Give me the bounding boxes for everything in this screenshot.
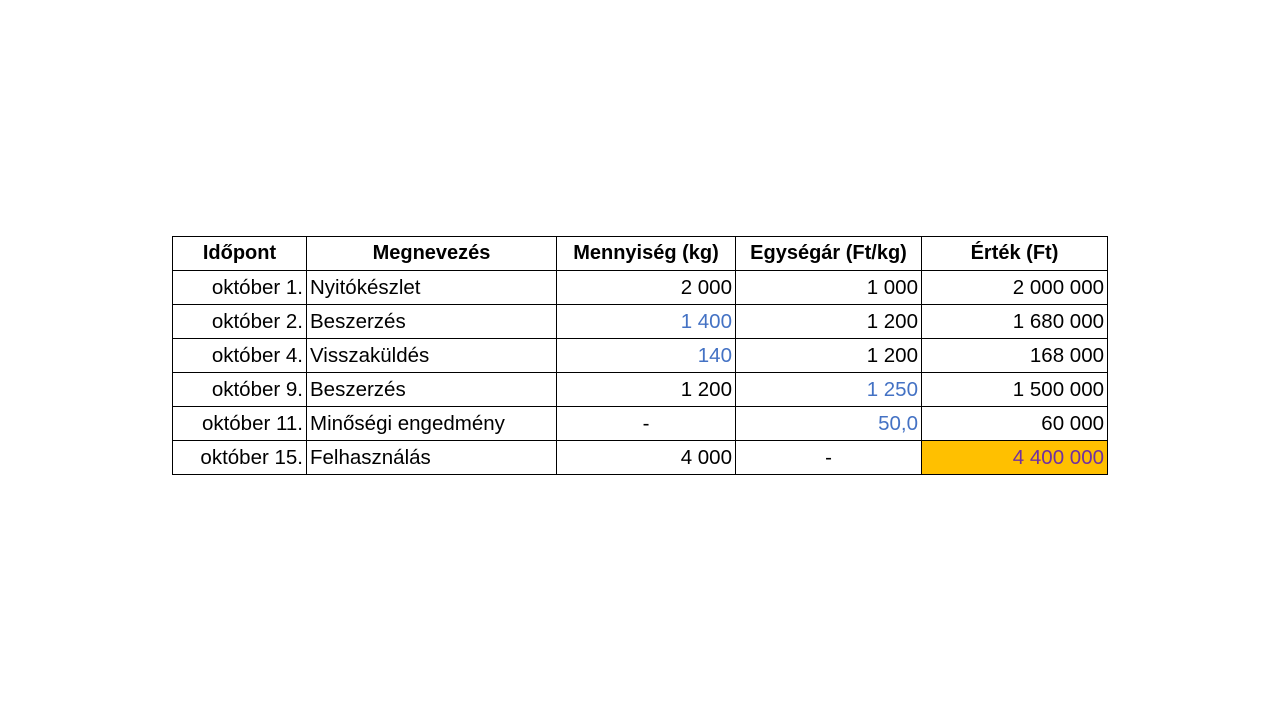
cell-name[interactable]: Beszerzés <box>307 373 557 407</box>
table-row <box>173 305 1108 339</box>
header-name: Megnevezés <box>307 237 557 271</box>
cell-quantity[interactable]: 4 000 <box>557 441 736 475</box>
table-row <box>173 339 1108 373</box>
cell-value[interactable]: 60 000 <box>922 407 1108 441</box>
table-row <box>173 441 1108 475</box>
cell-name[interactable]: Minőségi engedmény <box>307 407 557 441</box>
cell-unit-price[interactable]: 1 000 <box>736 271 922 305</box>
inventory-table <box>172 236 1108 475</box>
header-date: Időpont <box>173 237 307 271</box>
header-value: Érték (Ft) <box>922 237 1108 271</box>
cell-quantity[interactable]: 140 <box>557 339 736 373</box>
cell-value-highlighted[interactable]: 4 400 000 <box>922 441 1108 475</box>
cell-unit-price[interactable]: 1 200 <box>736 305 922 339</box>
header-row <box>173 237 1108 271</box>
header-quantity: Mennyiség (kg) <box>557 237 736 271</box>
cell-name[interactable]: Nyitókészlet <box>307 271 557 305</box>
cell-value[interactable]: 1 500 000 <box>922 373 1108 407</box>
cell-date[interactable]: október 9. <box>173 373 307 407</box>
table-row <box>173 373 1108 407</box>
cell-value[interactable]: 168 000 <box>922 339 1108 373</box>
cell-name[interactable]: Beszerzés <box>307 305 557 339</box>
cell-date[interactable]: október 4. <box>173 339 307 373</box>
cell-quantity[interactable]: 1 400 <box>557 305 736 339</box>
cell-quantity[interactable]: 2 000 <box>557 271 736 305</box>
cell-name[interactable]: Felhasználás <box>307 441 557 475</box>
cell-quantity[interactable]: - <box>557 407 736 441</box>
cell-value[interactable]: 1 680 000 <box>922 305 1108 339</box>
cell-unit-price[interactable]: 1 200 <box>736 339 922 373</box>
cell-date[interactable]: október 11. <box>173 407 307 441</box>
cell-date[interactable]: október 15. <box>173 441 307 475</box>
cell-unit-price[interactable]: 50,0 <box>736 407 922 441</box>
cell-unit-price[interactable]: 1 250 <box>736 373 922 407</box>
table-row <box>173 407 1108 441</box>
cell-value[interactable]: 2 000 000 <box>922 271 1108 305</box>
cell-date[interactable]: október 1. <box>173 271 307 305</box>
cell-date[interactable]: október 2. <box>173 305 307 339</box>
header-unit-price: Egységár (Ft/kg) <box>736 237 922 271</box>
cell-quantity[interactable]: 1 200 <box>557 373 736 407</box>
cell-name[interactable]: Visszaküldés <box>307 339 557 373</box>
table-row <box>173 271 1108 305</box>
cell-unit-price[interactable]: - <box>736 441 922 475</box>
